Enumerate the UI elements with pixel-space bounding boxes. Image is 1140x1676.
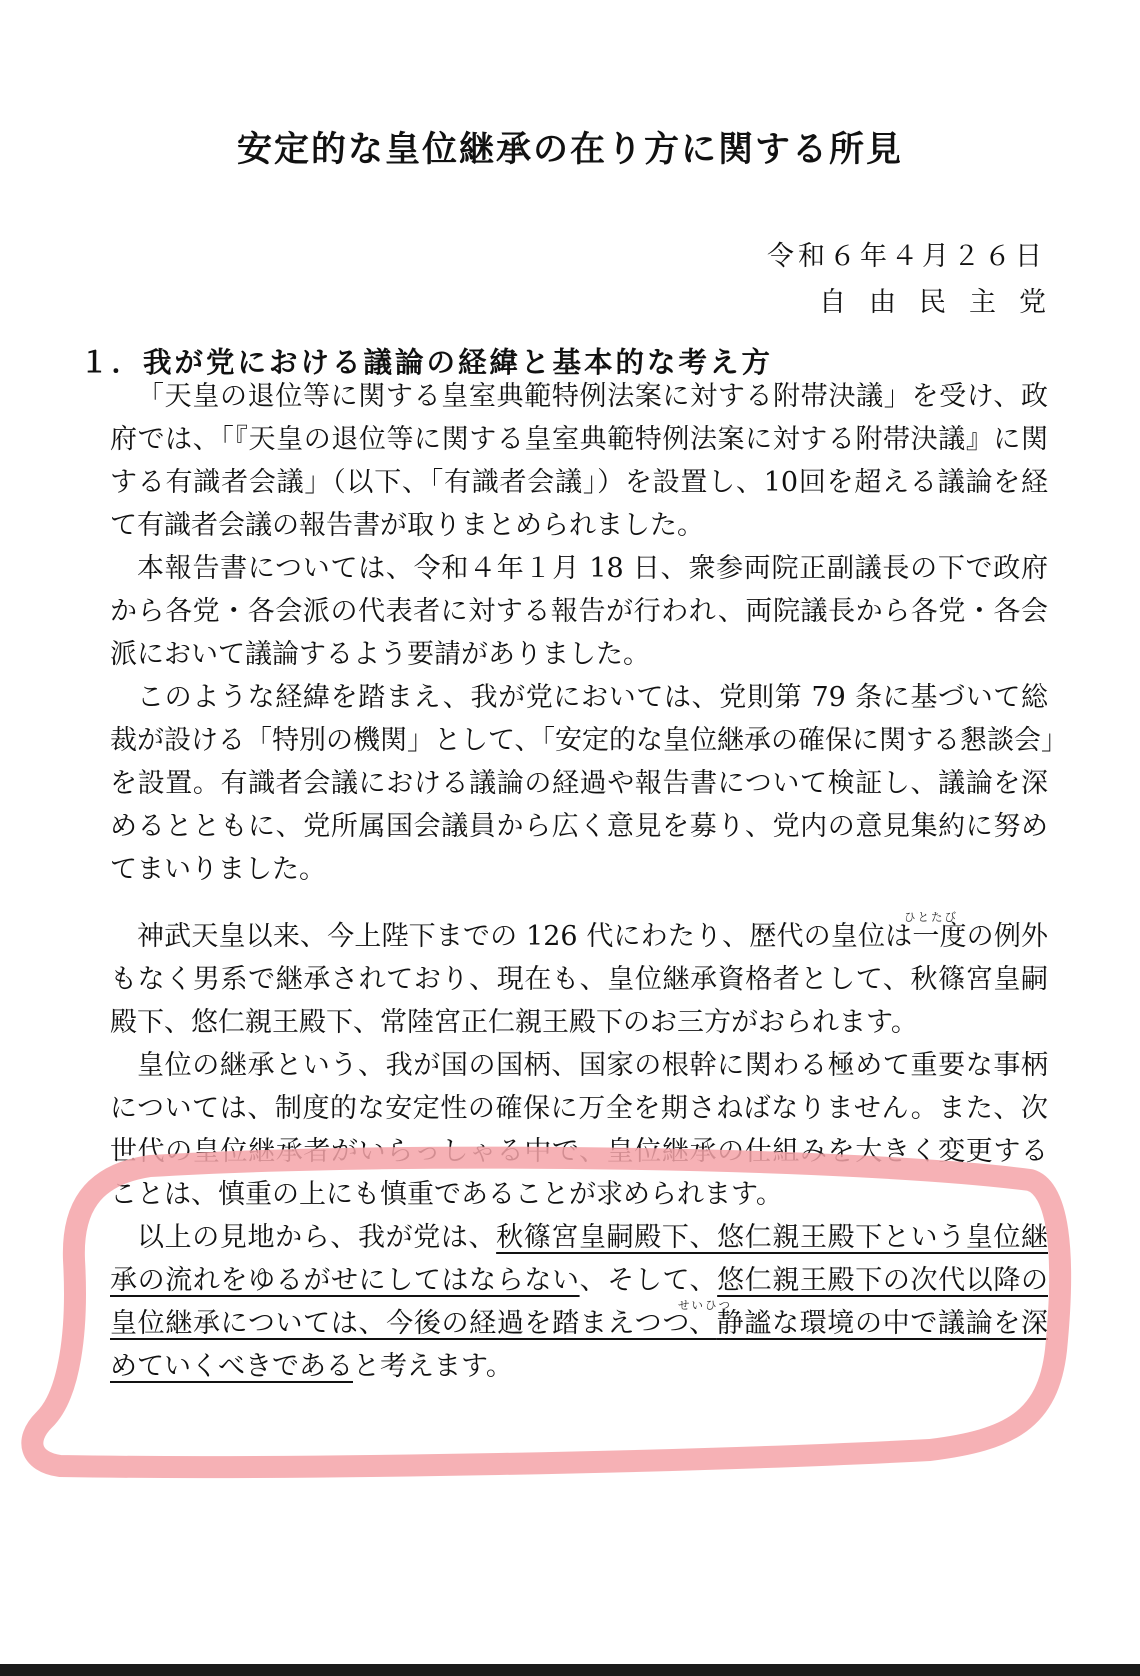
paragraph-line: 府では、「『天皇の退位等に関する皇室典範特例法案に対する附帯決議』に関: [110, 424, 1048, 455]
paragraph-line: て有識者会議の報告書が取りまとめられました。: [110, 510, 704, 541]
paragraph-line: [110, 1304, 1048, 1344]
paragraph-line: [110, 1261, 1048, 1301]
paragraph-line: 皇位の継承という、我が国の国柄、国家の根幹に関わる極めて重要な事柄: [137, 1050, 1048, 1081]
paragraph-line: については、制度的な安定性の確保に万全を期さねばなりません。また、次: [110, 1093, 1048, 1124]
paragraph-line: する有識者会議」（以下、「有識者会議」）を設置し、10回を超える議論を経: [110, 467, 1048, 498]
paragraph-line: このような経緯を踏まえ、我が党においては、党則第 79 条に基づいて総: [137, 682, 1048, 713]
document-title: 安定的な皇位継承の在り方に関する所見: [236, 129, 903, 170]
paragraph-line: 世代の皇位継承者がいらっしゃる中で、皇位継承の仕組みを大きく変更する: [110, 1136, 1048, 1167]
paragraph-line: 裁が設ける「特別の機関」として、「安定的な皇位継承の確保に関する懇談会」: [110, 725, 1068, 756]
paragraph-line: ことは、慎重の上にも慎重であることが求められます。: [110, 1179, 783, 1210]
paragraph-line: 本報告書については、令和４年１月 18 日、衆参両院正副議長の下で政府: [137, 553, 1048, 584]
underlined-text: めていくべきである: [110, 1351, 353, 1382]
paragraph-line: から各党・各会派の代表者に対する報告が行われ、両院議長から各党・各会: [110, 596, 1048, 627]
document-date: 令和６年４月２６日: [767, 241, 1046, 272]
paragraph-line: [110, 1218, 1048, 1258]
paragraph-line: 「天皇の退位等に関する皇室典範特例法案に対する附帯決議」を受け、政: [137, 381, 1048, 412]
paragraph-line: もなく男系で継承されており、現在も、皇位継承資格者として、秋篠宮皇嗣: [110, 964, 1048, 995]
underlined-text: 悠仁親王殿下の次代以降の: [717, 1265, 1048, 1296]
paragraph-line: めるとともに、党所属国会議員から広く意見を募り、党内の意見集約に努め: [110, 811, 1048, 842]
bottom-edge: [0, 1664, 1140, 1676]
underlined-text: 秋篠宮皇嗣殿下、悠仁親王殿下という皇位継: [496, 1222, 1048, 1253]
text-segment: 、そして、: [579, 1265, 718, 1296]
underlined-text: 静謐な環境の中で議論を深: [716, 1308, 1049, 1339]
paragraph-line: を設置。有識者会議における議論の経過や報告書について検証し、議論を深: [110, 768, 1048, 799]
underlined-text: 皇位継承については、今後の経過を踏まえつつ、: [110, 1308, 717, 1339]
paragraph-line: 神武天皇以来、今上陛下までの 126 代にわたり、歴代の皇位は一度の例外: [137, 921, 1048, 952]
ruby-annotation: ひとたび: [904, 910, 958, 924]
party-name: 自由民主党: [819, 287, 1069, 318]
paragraph-line: [110, 1347, 1048, 1387]
text-segment: と考えます。: [353, 1351, 513, 1382]
paragraph-line: 殿下、悠仁親王殿下、常陸宮正仁親王殿下のお三方がおられます。: [110, 1007, 918, 1038]
ruby-annotation: せいひつ: [678, 1298, 732, 1312]
underlined-text: 承の流れをゆるがせにしてはならない: [110, 1265, 580, 1296]
text-segment: 以上の見地から、我が党は、: [137, 1222, 497, 1253]
paragraph-line: 派において議論するよう要請がありました。: [110, 639, 650, 670]
section-heading: １．我が党における議論の経緯と基本的な考え方: [80, 345, 774, 379]
paragraph-line: てまいりました。: [110, 854, 326, 885]
